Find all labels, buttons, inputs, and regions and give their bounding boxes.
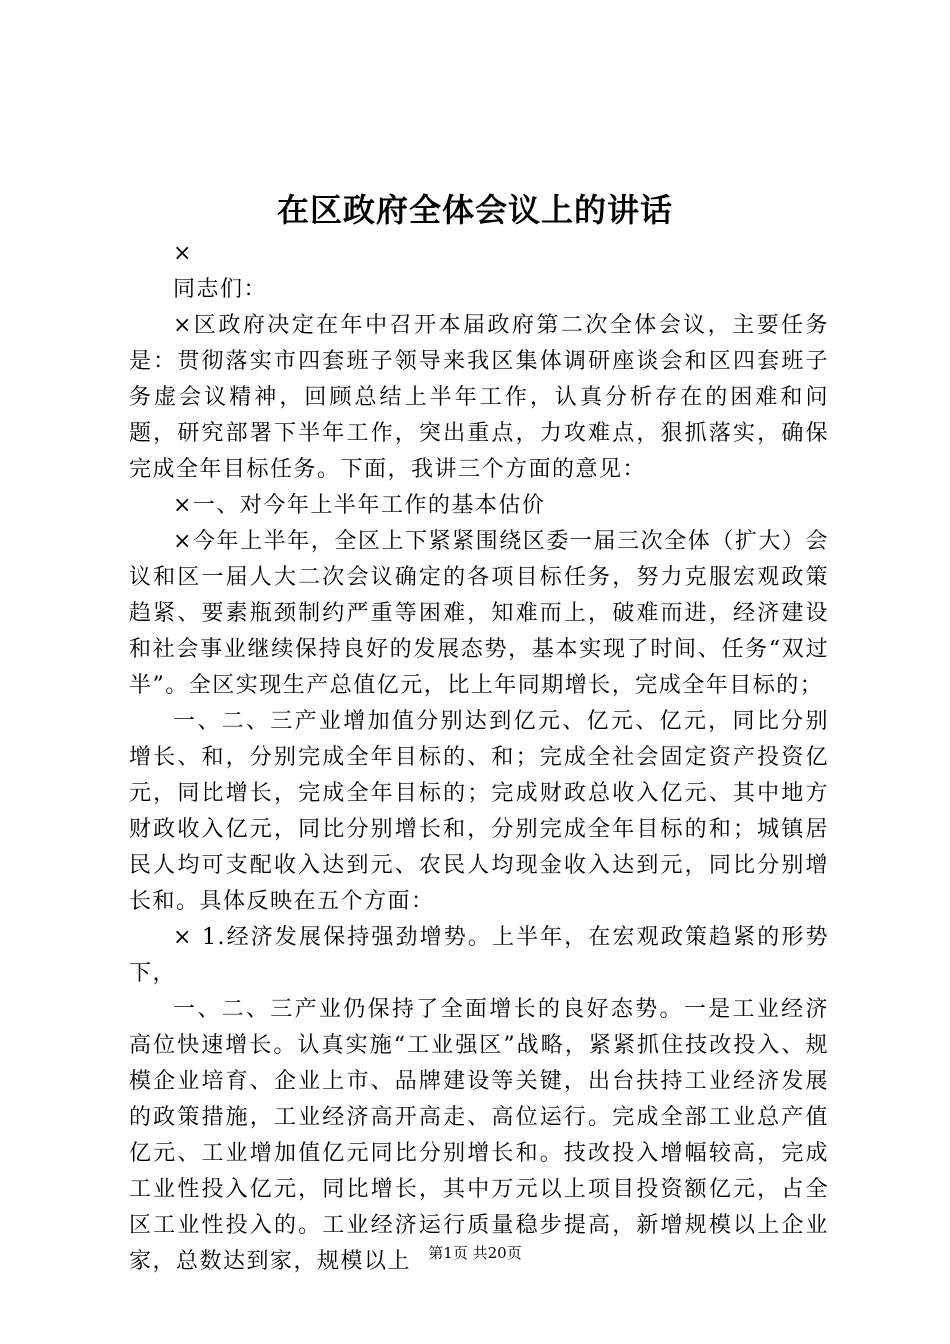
document-body xyxy=(129,236,829,1280)
paragraph-section-heading: ×一、对今年上半年工作的基本估价 xyxy=(173,493,546,518)
paragraph-summary: ×今年上半年，全区上下紧紧围绕区委一届三次全体（扩大）会议和区一届人大二次会议确定的各项目标任务，努力克服宏观政策趋紧、要素瓶颈制约严重等困难，知难而上，破难而进，经济建设和社会事业继续保持良好的发展态势，基本实现了时间、任务“双过半”。全区实现生产总值亿元，比上年同期增长，完成全年目标的； xyxy=(129,529,829,698)
page-footer: 第1页 共20页 xyxy=(428,1244,522,1262)
paragraph-marker: × xyxy=(173,241,193,266)
paragraph-industry-growth: 一、二、三产业仍保持了全面增长的良好态势。一是工业经济高位快速增长。认真实施“工业强区”战略，紧紧抓住技改投入、规模企业培育、企业上市、品牌建设等关键，出台扶持工业经济发展的政策措施，工业经济高开高走、高位运行。完成全部工业总产值亿元、工业增加值亿元同比分别增长和。技改投入增幅较高，完成工业性投入亿元，同比增长，其中万元以上项目投资额亿元，占全区工业性投入的。工业经济运行质量稳步提高，新增规模以上企业家，总数达到家，规模以上 xyxy=(129,997,829,1274)
paragraph-intro: ×区政府决定在年中召开本届政府第二次全体会议，主要任务是：贯彻落实市四套班子领导来我区集体调研座谈会和区四套班子务虚会议精神，回顾总结上半年工作，认真分析存在的困难和问题，研究部署下半年工作，突出重点，力攻难点，狠抓落实，确保完成全年目标任务。下面，我讲三个方面的意见： xyxy=(129,313,829,482)
paragraph-subheading: × 1.经济发展保持强劲增势。上半年，在宏观政策趋紧的形势下， xyxy=(129,925,829,986)
paragraph-salutation: 同志们： xyxy=(173,277,268,302)
paragraph-industry-figures: 一、二、三产业增加值分别达到亿元、亿元、亿元，同比分别增长、和，分别完成全年目标的、和；完成全社会固定资产投资亿元，同比增长，完成全年目标的；完成财政总收入亿元、其中地方财政收入亿元，同比分别增长和，分别完成全年目标的和；城镇居民人均可支配收入达到元、农民人均现金收入达到元，同比分别增长和。具体反映在五个方面： xyxy=(129,709,829,914)
document-title: 在区政府全体会议上的讲话 xyxy=(276,191,673,229)
